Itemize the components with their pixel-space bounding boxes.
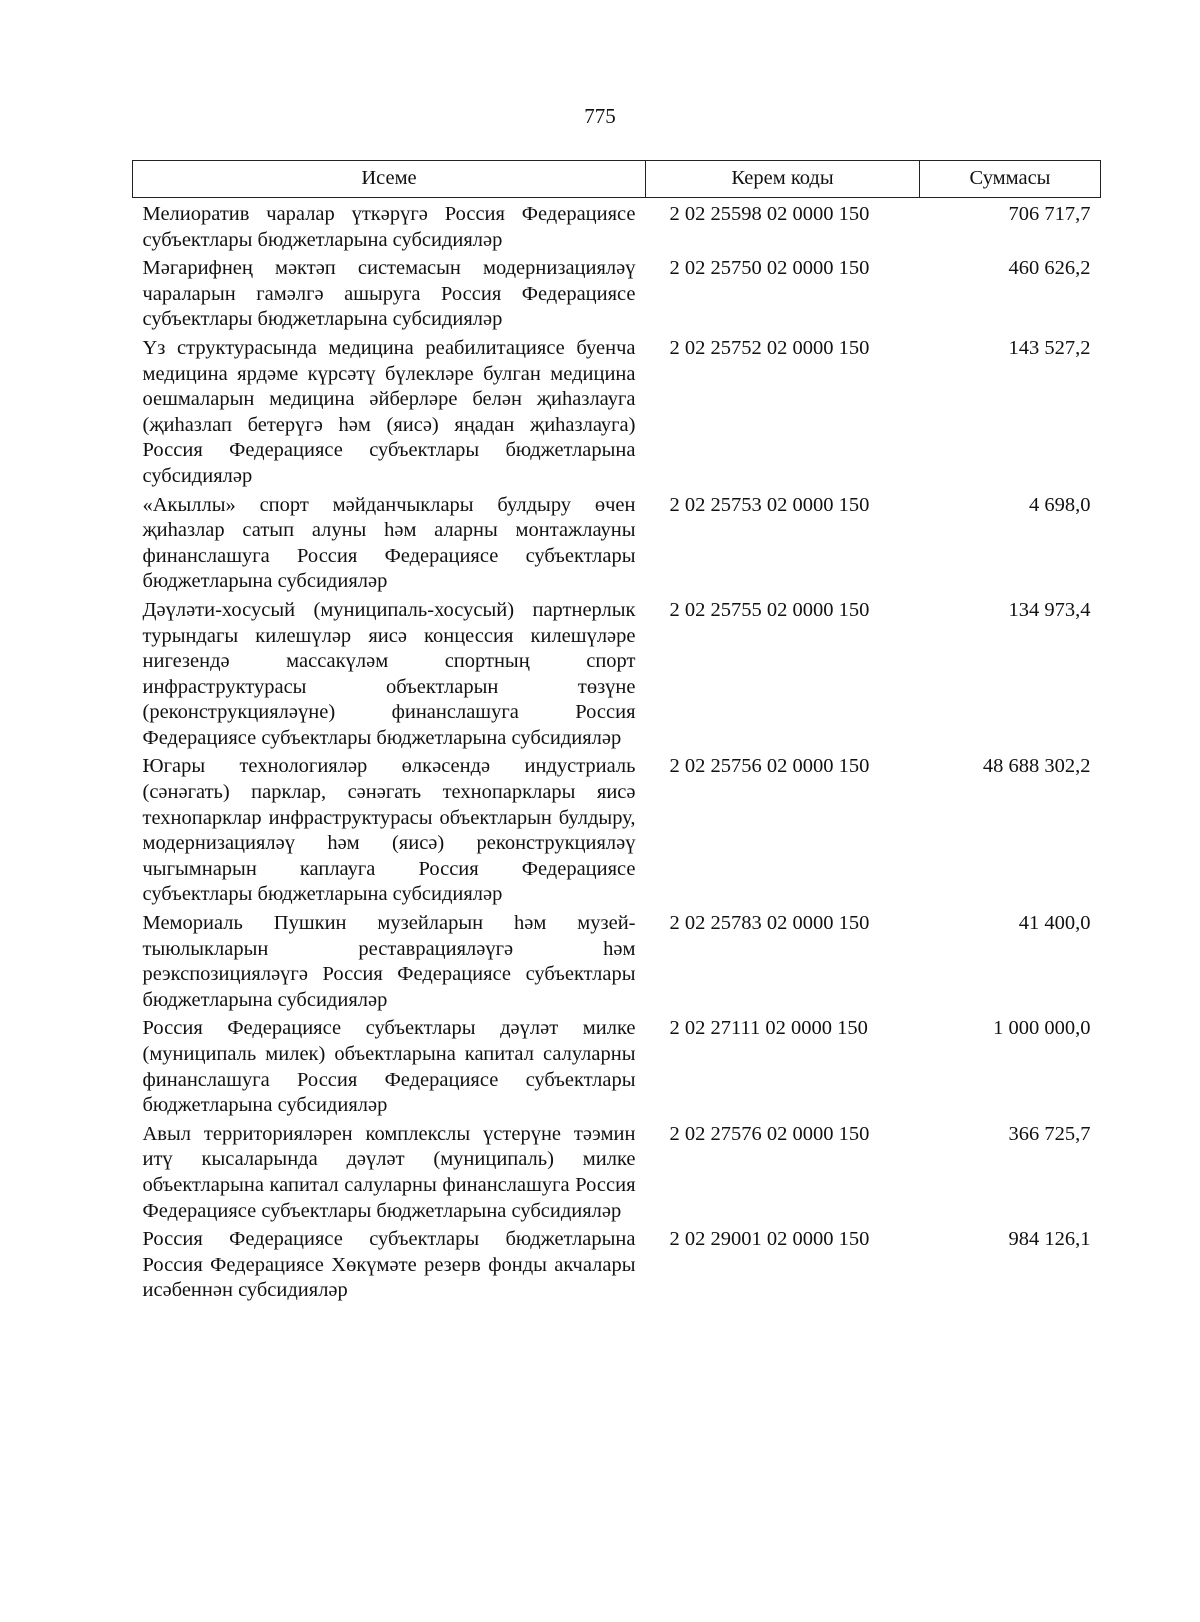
table-row (133, 1227, 1101, 1307)
table-row (133, 1016, 1101, 1121)
header-row (133, 161, 1101, 198)
row-name: «Акыллы» спорт мәйданчыклары булдыру өчен җиһазлар сатып алуны һәм аларны монтажлауны финанслашуга Россия Федерациясе субъектлары бюджетларына субсидияләр (142, 493, 636, 593)
row-code: 2 02 27576 02 0000 150 (669, 1122, 870, 1145)
column-header-sum: Суммасы (920, 161, 1101, 198)
row-code: 2 02 25750 02 0000 150 (669, 257, 870, 280)
row-name: Мәгарифнең мәктәп системасын модернизацияләү чараларын гамәлгә ашыруга Россия Федерациясе субъектлары бюджетларына субсидияләр (142, 257, 636, 331)
row-code: 2 02 25752 02 0000 150 (669, 336, 870, 359)
row-code: 2 02 29001 02 0000 150 (669, 1228, 870, 1251)
row-sum: 4 698,0 (1029, 493, 1091, 516)
column-header-name: Исеме (133, 161, 646, 198)
row-code: 2 02 25755 02 0000 150 (669, 598, 870, 621)
row-sum: 460 626,2 (1008, 257, 1091, 280)
row-sum: 706 717,7 (1008, 203, 1091, 225)
row-name: Авыл территорияләрен комплекслы үстерүне тәэмин итү кысаларында дәүләт (муниципаль) милке объектларына капитал салуларны финанслашуга Россия Федерациясе субъектлары бюджетларына субсидияләр (142, 1122, 636, 1222)
row-name: Россия Федерациясе субъектлары дәүләт милке (муниципаль милек) объектларына капитал салуларны финанслашуга Россия Федерациясе субъектлары бюджетларына субсидияләр (142, 1017, 636, 1117)
row-name: Мемориаль Пушкин музейларын һәм музей-тыюлыкларын реставрацияләүгә һәм реэкспозицияләүгә Россия Федерациясе субъектлары бюджетларына субсидияләр (142, 912, 636, 1011)
table-body (133, 198, 1101, 1307)
table-row (133, 598, 1101, 755)
table-row (133, 336, 1101, 493)
row-code: 2 02 27111 02 0000 150 (669, 1017, 868, 1040)
row-name: Үз структурасында медицина реабилитациясе буенча медицина ярдәме күрсәтү бүлекләре булган медицина оешмаларын медицина әйберләре белән җиһазлауга (җиһазлап бетерүгә һәм (яисә) яңадан җиһазлауга) Россия Федерациясе субъектлары бюджетларына субсидияләр (142, 336, 636, 487)
row-sum: 1 000 000,0 (993, 1017, 1091, 1040)
row-sum: 41 400,0 (1018, 912, 1091, 935)
table-row (133, 754, 1101, 911)
table-row (133, 198, 1101, 257)
row-name: Югары технологияләр өлкәсендә индустриаль (сәнәгать) парклар, сәнәгать технопарклары яисә технопарклар инфраструктурасы объектларын булдыру, модернизацияләү һәм (яисә) реконструкцияләү чыгымнарын каплауга Россия Федерациясе субъектлары бюджетларына субсидияләр (142, 755, 636, 906)
row-name: Россия Федерациясе субъектлары бюджетларына Россия Федерациясе Хөкүмәте резерв фонды акчалары исәбеннән субсидияләр (142, 1228, 636, 1302)
row-code: 2 02 25753 02 0000 150 (669, 493, 870, 516)
table-row (133, 493, 1101, 598)
row-code: 2 02 25783 02 0000 150 (669, 912, 870, 935)
table-header (133, 161, 1101, 198)
row-sum: 48 688 302,2 (982, 755, 1091, 778)
table-row (133, 256, 1101, 336)
row-code: 2 02 25598 02 0000 150 (669, 203, 870, 225)
row-sum: 366 725,7 (1008, 1122, 1091, 1145)
column-header-code: Керем коды (646, 161, 920, 198)
budget-table (132, 160, 1101, 1307)
row-sum: 984 126,1 (1008, 1228, 1091, 1251)
row-name: Мелиоратив чаралар үткәрүгә Россия Федерациясе субъектлары бюджетларына субсидияләр (142, 203, 636, 251)
row-code: 2 02 25756 02 0000 150 (669, 755, 870, 778)
page-number: 775 (584, 104, 616, 128)
table-row (133, 1122, 1101, 1227)
row-sum: 143 527,2 (1008, 336, 1091, 359)
table-row (133, 911, 1101, 1016)
row-name: Дәүләти-хосусый (муниципаль-хосусый) партнерлык турындагы килешүләр яисә концессия килешүләре нигезендә массакүләм спортның спорт инфраструктурасы объектларын төзүне (реконструкцияләүне) финанслашуга Россия Федерациясе субъектлары бюджетларына субсидияләр (142, 598, 636, 749)
row-sum: 134 973,4 (1008, 598, 1091, 621)
